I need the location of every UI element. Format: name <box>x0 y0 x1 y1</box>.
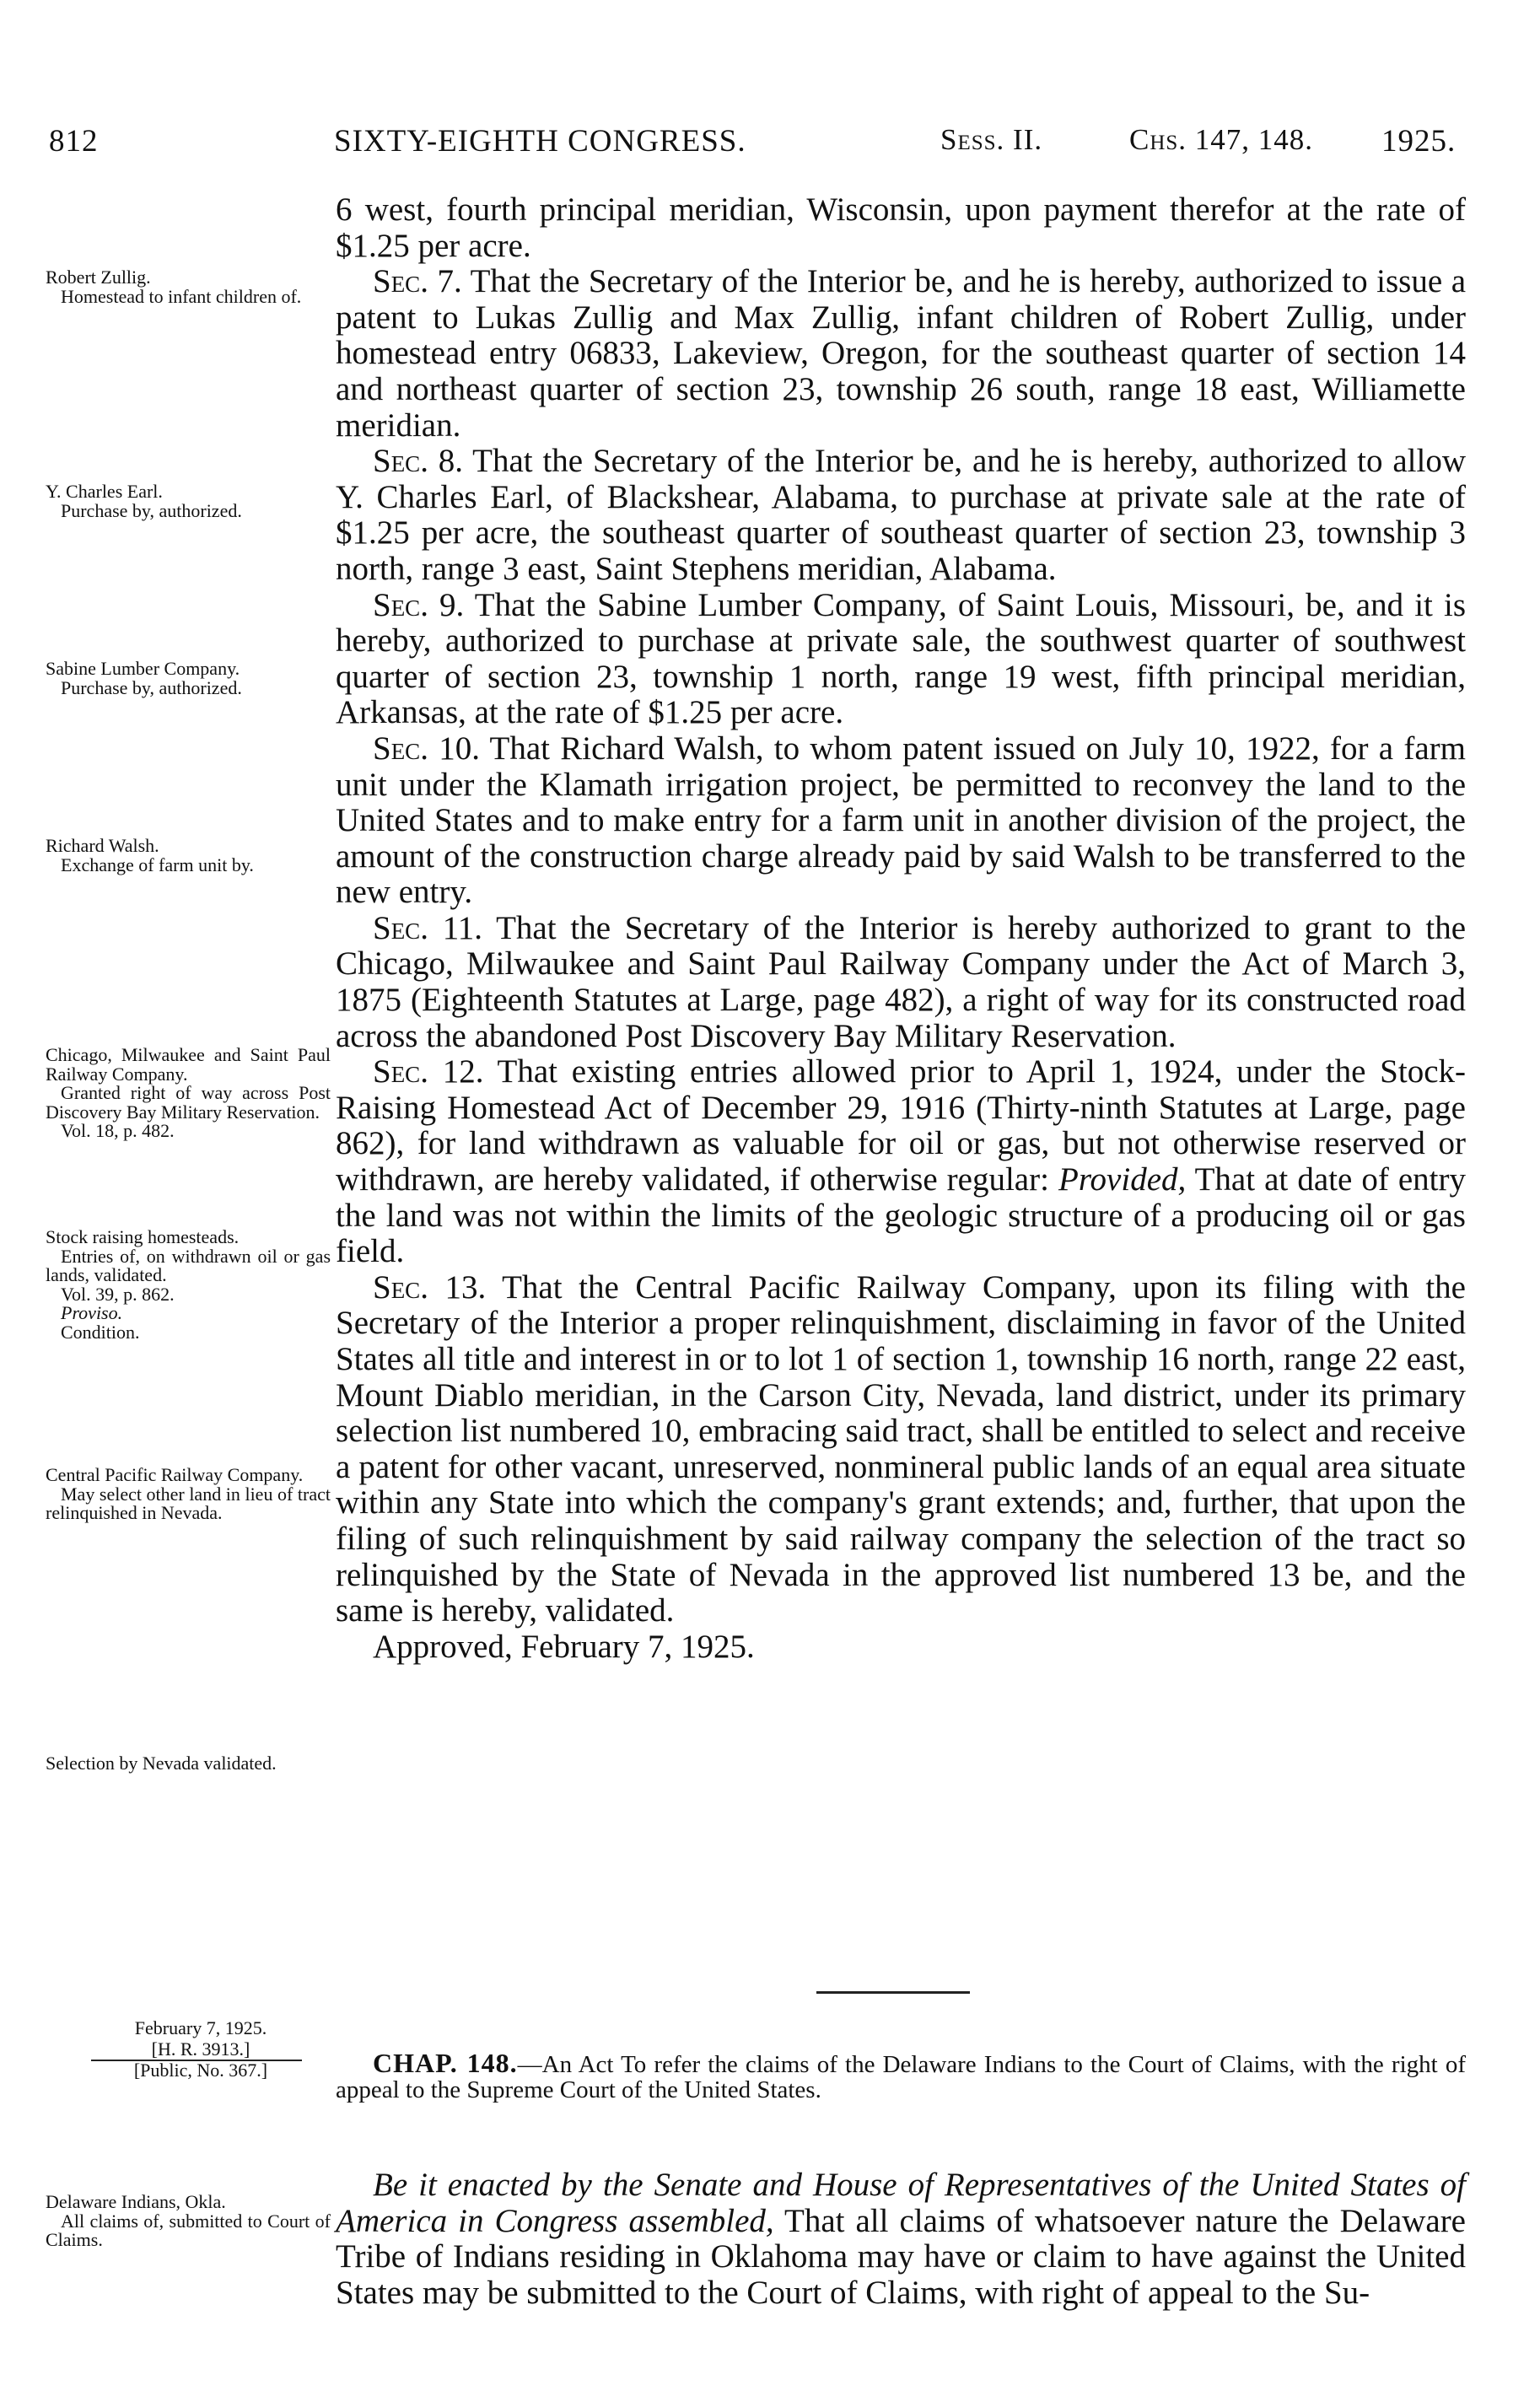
margin-note-sub: Granted right of way across Post Discovery Bay Military Reservation. <box>46 1082 331 1123</box>
margin-note-chap148 <box>46 2193 331 2250</box>
margin-note-title: Sabine Lumber Company. <box>46 658 240 679</box>
margin-note-sub: Purchase by, authorized. <box>61 499 242 521</box>
section-label: Sec. 8. <box>373 443 464 480</box>
running-header <box>49 123 1466 165</box>
section-7 <box>336 264 1466 444</box>
main-text-column <box>336 192 1466 1665</box>
margin-note-sub: Purchase by, authorized. <box>61 676 242 698</box>
session-label: Sess. II. <box>940 123 1043 156</box>
section-label: Sec. 11. <box>373 909 483 946</box>
bill-number: [H. R. 3913.] <box>151 2038 250 2060</box>
margin-note-sub: Homestead to infant children of. <box>61 285 302 307</box>
chapter-description: —An Act To refer the claims of the Delaware Indians to the Court of Claims, with the right of appeal to the Supreme Court of the United States. <box>336 2051 1467 2103</box>
section-label: Sec. 12. <box>373 1053 484 1090</box>
header-year: 1925. <box>1381 124 1457 159</box>
enacting-text: That all claims of whatsoever nature the Delaware Tribe of Indians residing in Oklahoma may have or claim to have against the United States may be submitted to the Court of Claims, with right of appeal to the Su- <box>336 2202 1466 2311</box>
section-8 <box>336 444 1466 587</box>
page-number: 812 <box>49 124 99 159</box>
margin-note-ref: Vol. 18, p. 482. <box>61 1120 175 1141</box>
section-13 <box>336 1270 1466 1629</box>
section-text: That Richard Walsh, to whom patent issued on July 10, 1922, for a farm unit under the Klamath irrigation project, be permitted to reconvey the land to the United States and to make entry for a farm unit in another division of the project, the amount of the construction charge already paid by said Walsh to be transferred to the new entry. <box>336 730 1466 911</box>
section-11 <box>336 911 1466 1054</box>
margin-note-sec13b <box>46 1754 331 1774</box>
section-divider <box>816 1991 970 1994</box>
section-12 <box>336 1054 1466 1270</box>
proviso-word: Provided, <box>1058 1161 1187 1198</box>
section-text: That the Secretary of the Interior be, and he is hereby, authorized to issue a patent to Lukas Zullig and Max Zullig, infant children of Robert Zullig, under homestead entry 06833, Lakeview, Oregon, for the southeast quarter of section 14 and northeast quarter of section 23, township 26 south, range 18 east, Williamette meridian. <box>336 263 1467 444</box>
margin-note-title: Richard Walsh. <box>46 835 159 856</box>
margin-note-title: Y. Charles Earl. <box>46 481 163 502</box>
margin-note-sub: May select other land in lieu of tract relinquished in Nevada. <box>46 1483 331 1523</box>
congress-title: SIXTY-EIGHTH CONGRESS. <box>334 124 746 159</box>
section-text: That the Sabine Lumber Company, of Saint Louis, Missouri, be, and it is hereby, authorized to purchase at private sale, the southwest quarter of southwest quarter of section 23, township 1 north, range 19 west, fifth principal meridian, Arkansas, at the rate of $1.25 per acre. <box>336 586 1466 731</box>
margin-note-sec12 <box>46 1228 331 1342</box>
margin-note-sec10 <box>46 837 331 875</box>
margin-note-sub: Exchange of farm unit by. <box>61 853 254 875</box>
margin-note-sec13 <box>46 1466 331 1523</box>
margin-note-title: Central Pacific Railway Company. <box>46 1464 304 1485</box>
margin-note-sec11 <box>46 1046 331 1141</box>
continuation-paragraph: 6 west, fourth principal meridian, Wisconsin, upon payment therefor at the rate of $1.25 per acre. <box>336 191 1466 264</box>
chapter-label: CHAP. 148. <box>373 2048 518 2078</box>
section-label: Sec. 13. <box>373 1268 487 1306</box>
margin-note-sec8 <box>46 482 331 520</box>
section-text: That existing entries allowed prior to April 1, 1924, under the Stock-Raising Homestead Act of December 29, 1916 (Thirty-ninth Statutes at Large, page 862), for land withdrawn as valuable for oil or gas, but not otherwise reserved or withdrawn, are hereby validated, if otherwise regular: <box>336 1053 1466 1198</box>
section-label: Sec. 9. <box>373 586 465 623</box>
bill-date: February 7, 1925. <box>134 2017 267 2038</box>
bill-rule <box>91 2060 302 2061</box>
margin-note-ref: Vol. 39, p. 862. <box>61 1283 175 1305</box>
public-law-number: [Public, No. 367.] <box>133 2060 268 2081</box>
chapter-title <box>336 2048 1467 2103</box>
section-label: Sec. 7. <box>373 263 462 300</box>
margin-note-sub: All claims of, submitted to Court of Claims. <box>46 2210 331 2250</box>
margin-note-sec9 <box>46 660 331 697</box>
margin-note-title: Delaware Indians, Okla. <box>46 2191 226 2212</box>
section-text: That the Secretary of the Interior be, and he is hereby, authorized to allow Y. Charles Earl, of Blackshear, Alabama, to purchase at private sale at the rate of $1.25 per acre, the southeast quarter of southeast quarter of section 23, township 3 north, range 3 east, Saint Stephens meridian, Alabama. <box>336 443 1466 587</box>
margin-note-title: Selection by Nevada validated. <box>46 1753 277 1774</box>
section-text: That the Central Pacific Railway Company, upon its filing with the Secretary of the Interior a proper relinquishment, disclaiming in favor of the United States all title and interest in or to lot 1 of section 1, township 16 north, range 22 east, Mount Diablo meridian, in the Carson City, Nevada, land district, under its primary selection list numbered 10, embracing said tract, shall be entitled to select and receive a patent for other vacant, unreserved, nonmineral public lands of an equal area situate within any State into which the company's grant extends; and, further, that upon the filing of such relinquishment by said railway company the selection of the tract so relinquished by the State of Nevada in the approved list numbered 13 be, and the same is hereby, validated. <box>336 1268 1466 1629</box>
margin-note-title: Stock raising homesteads. <box>46 1226 240 1247</box>
margin-note-sec7 <box>46 268 331 306</box>
margin-note-sub: Entries of, on withdrawn oil or gas lands, validated. <box>46 1245 331 1285</box>
margin-note-condition: Condition. <box>61 1321 140 1343</box>
section-9 <box>336 588 1466 731</box>
bill-metadata <box>74 2017 327 2081</box>
section-text: That the Secretary of the Interior is hereby authorized to grant to the Chicago, Milwaukee and Saint Paul Railway Company under the Act of March 3, 1875 (Eighteenth Statutes at Large, page 482), a right of way for its constructed road across the abandoned Post Discovery Bay Military Reservation. <box>336 909 1467 1054</box>
section-text-after: That at date of entry the land was not within the limits of the geologic structure of a producing oil or gas field. <box>336 1161 1466 1270</box>
enacting-clause: Be it enacted by the Senate and House of Representatives of the United States of America in Congress assembled, <box>336 2167 1466 2239</box>
approval-line: Approved, February 7, 1925. <box>373 1628 755 1665</box>
section-10 <box>336 731 1466 911</box>
chapters-label: Chs. 147, 148. <box>1129 123 1314 156</box>
margin-note-title: Chicago, Milwaukee and Saint Paul Railway Company. <box>46 1044 331 1085</box>
margin-note-title: Robert Zullig. <box>46 267 151 288</box>
enacting-paragraph <box>336 2167 1466 2311</box>
margin-note-proviso: Proviso. <box>61 1302 123 1323</box>
section-label: Sec. 10. <box>373 730 480 767</box>
